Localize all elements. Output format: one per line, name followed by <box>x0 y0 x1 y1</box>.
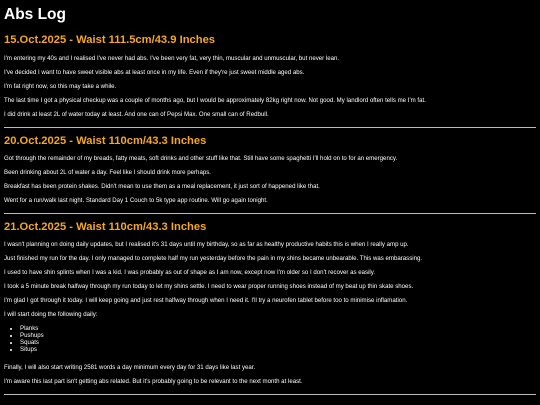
bullet-icon <box>10 335 12 337</box>
list-item-label: Planks <box>20 325 39 332</box>
entry-paragraph: I'm glad I got through it today. I will keep going and just rest halfway through when I need it. I'll try a neurofen tablet before too to minimise inflamation. <box>4 297 408 304</box>
entry-paragraph: Been drinking about 2L of water a day. Feel like I should drink more perhaps. <box>4 169 211 176</box>
entry-paragraph: I'm entering my 40s and I realised I've never had abs. I've been very fat, very thin, muscular and unmuscular, but never lean. <box>4 55 340 62</box>
daily-exercise-list <box>10 325 44 353</box>
entry-paragraph: I'm aware this last part isn't getting abs related. But it's probably going to be relevant to the next month at least. <box>4 378 303 385</box>
list-item <box>10 325 44 332</box>
list-item <box>10 339 44 346</box>
entry-paragraph: I used to have shin splints when I was a kid. I was probably as out of shape as I am now, except now I'm older so I don't recover as easily. <box>4 269 376 276</box>
entry-paragraph: I took a 5 minute break halfway through my run today to let my shins settle. I need to wear proper running shoes instead of my beat up thin skate shoes. <box>4 283 414 290</box>
list-item-label: Situps <box>20 346 37 353</box>
entry-heading: 15.Oct.2025 - Waist 111.5cm/43.9 Inches <box>4 34 216 46</box>
entry-paragraph: Finally, I will also start writing 2581 words a day minimum every day for 31 days like last year. <box>4 364 256 371</box>
entry-divider <box>4 394 536 395</box>
entry-paragraph: I did drink at least 2L of water today at least. And one can of Pepsi Max. One small can of Redbull. <box>4 111 269 118</box>
entry-divider <box>4 213 536 214</box>
list-item-label: Pushups <box>20 332 44 339</box>
entry-paragraph: I've decided I want to have sweet visible abs at least once in my life. Even if they're just sweet middle aged abs. <box>4 69 305 76</box>
page-title: Abs Log <box>4 6 66 23</box>
entry-paragraph: I wasn't planning on doing daily updates, but I realised it's 31 days until my birthday, so as far as healthy productive habits this is when I really amp up. <box>4 241 409 248</box>
entry-heading: 21.Oct.2025 - Waist 110cm/43.3 Inches <box>4 221 207 233</box>
bullet-icon <box>10 342 12 344</box>
list-item <box>10 346 44 353</box>
entry-heading: 20.Oct.2025 - Waist 110cm/43.3 Inches <box>4 135 207 147</box>
entry-paragraph: I'm fat right now, so this may take a while. <box>4 83 117 90</box>
entry-divider <box>4 127 536 128</box>
bullet-icon <box>10 349 12 351</box>
entry-paragraph: Breakfast has been protein shakes. Didn't mean to use them as a meal replacement, it just sort of happened like that. <box>4 183 320 190</box>
bullet-icon <box>10 328 12 330</box>
entry-paragraph: The last time I got a physical checkup was a couple of months ago, but I would be approximately 82kg right now. Not good. My landlord often tells me I'm fat. <box>4 97 426 104</box>
entry-paragraph: I will start doing the following daily: <box>4 311 98 318</box>
entry-paragraph: Got through the remainder of my breads, fatty meats, soft drinks and other stuff like that. Still have some spaghetti I'll hold on to for an emergency. <box>4 155 398 162</box>
list-item <box>10 332 44 339</box>
entry-paragraph: Just finished my run for the day. I only managed to complete half my run yesterday before the pain in my shins became unbearable. This was embarassing. <box>4 255 423 262</box>
entry-paragraph: Went for a run/walk last night. Standard Day 1 Couch to 5k type app routine. Will go again tonight. <box>4 197 268 204</box>
list-item-label: Squats <box>20 339 39 346</box>
